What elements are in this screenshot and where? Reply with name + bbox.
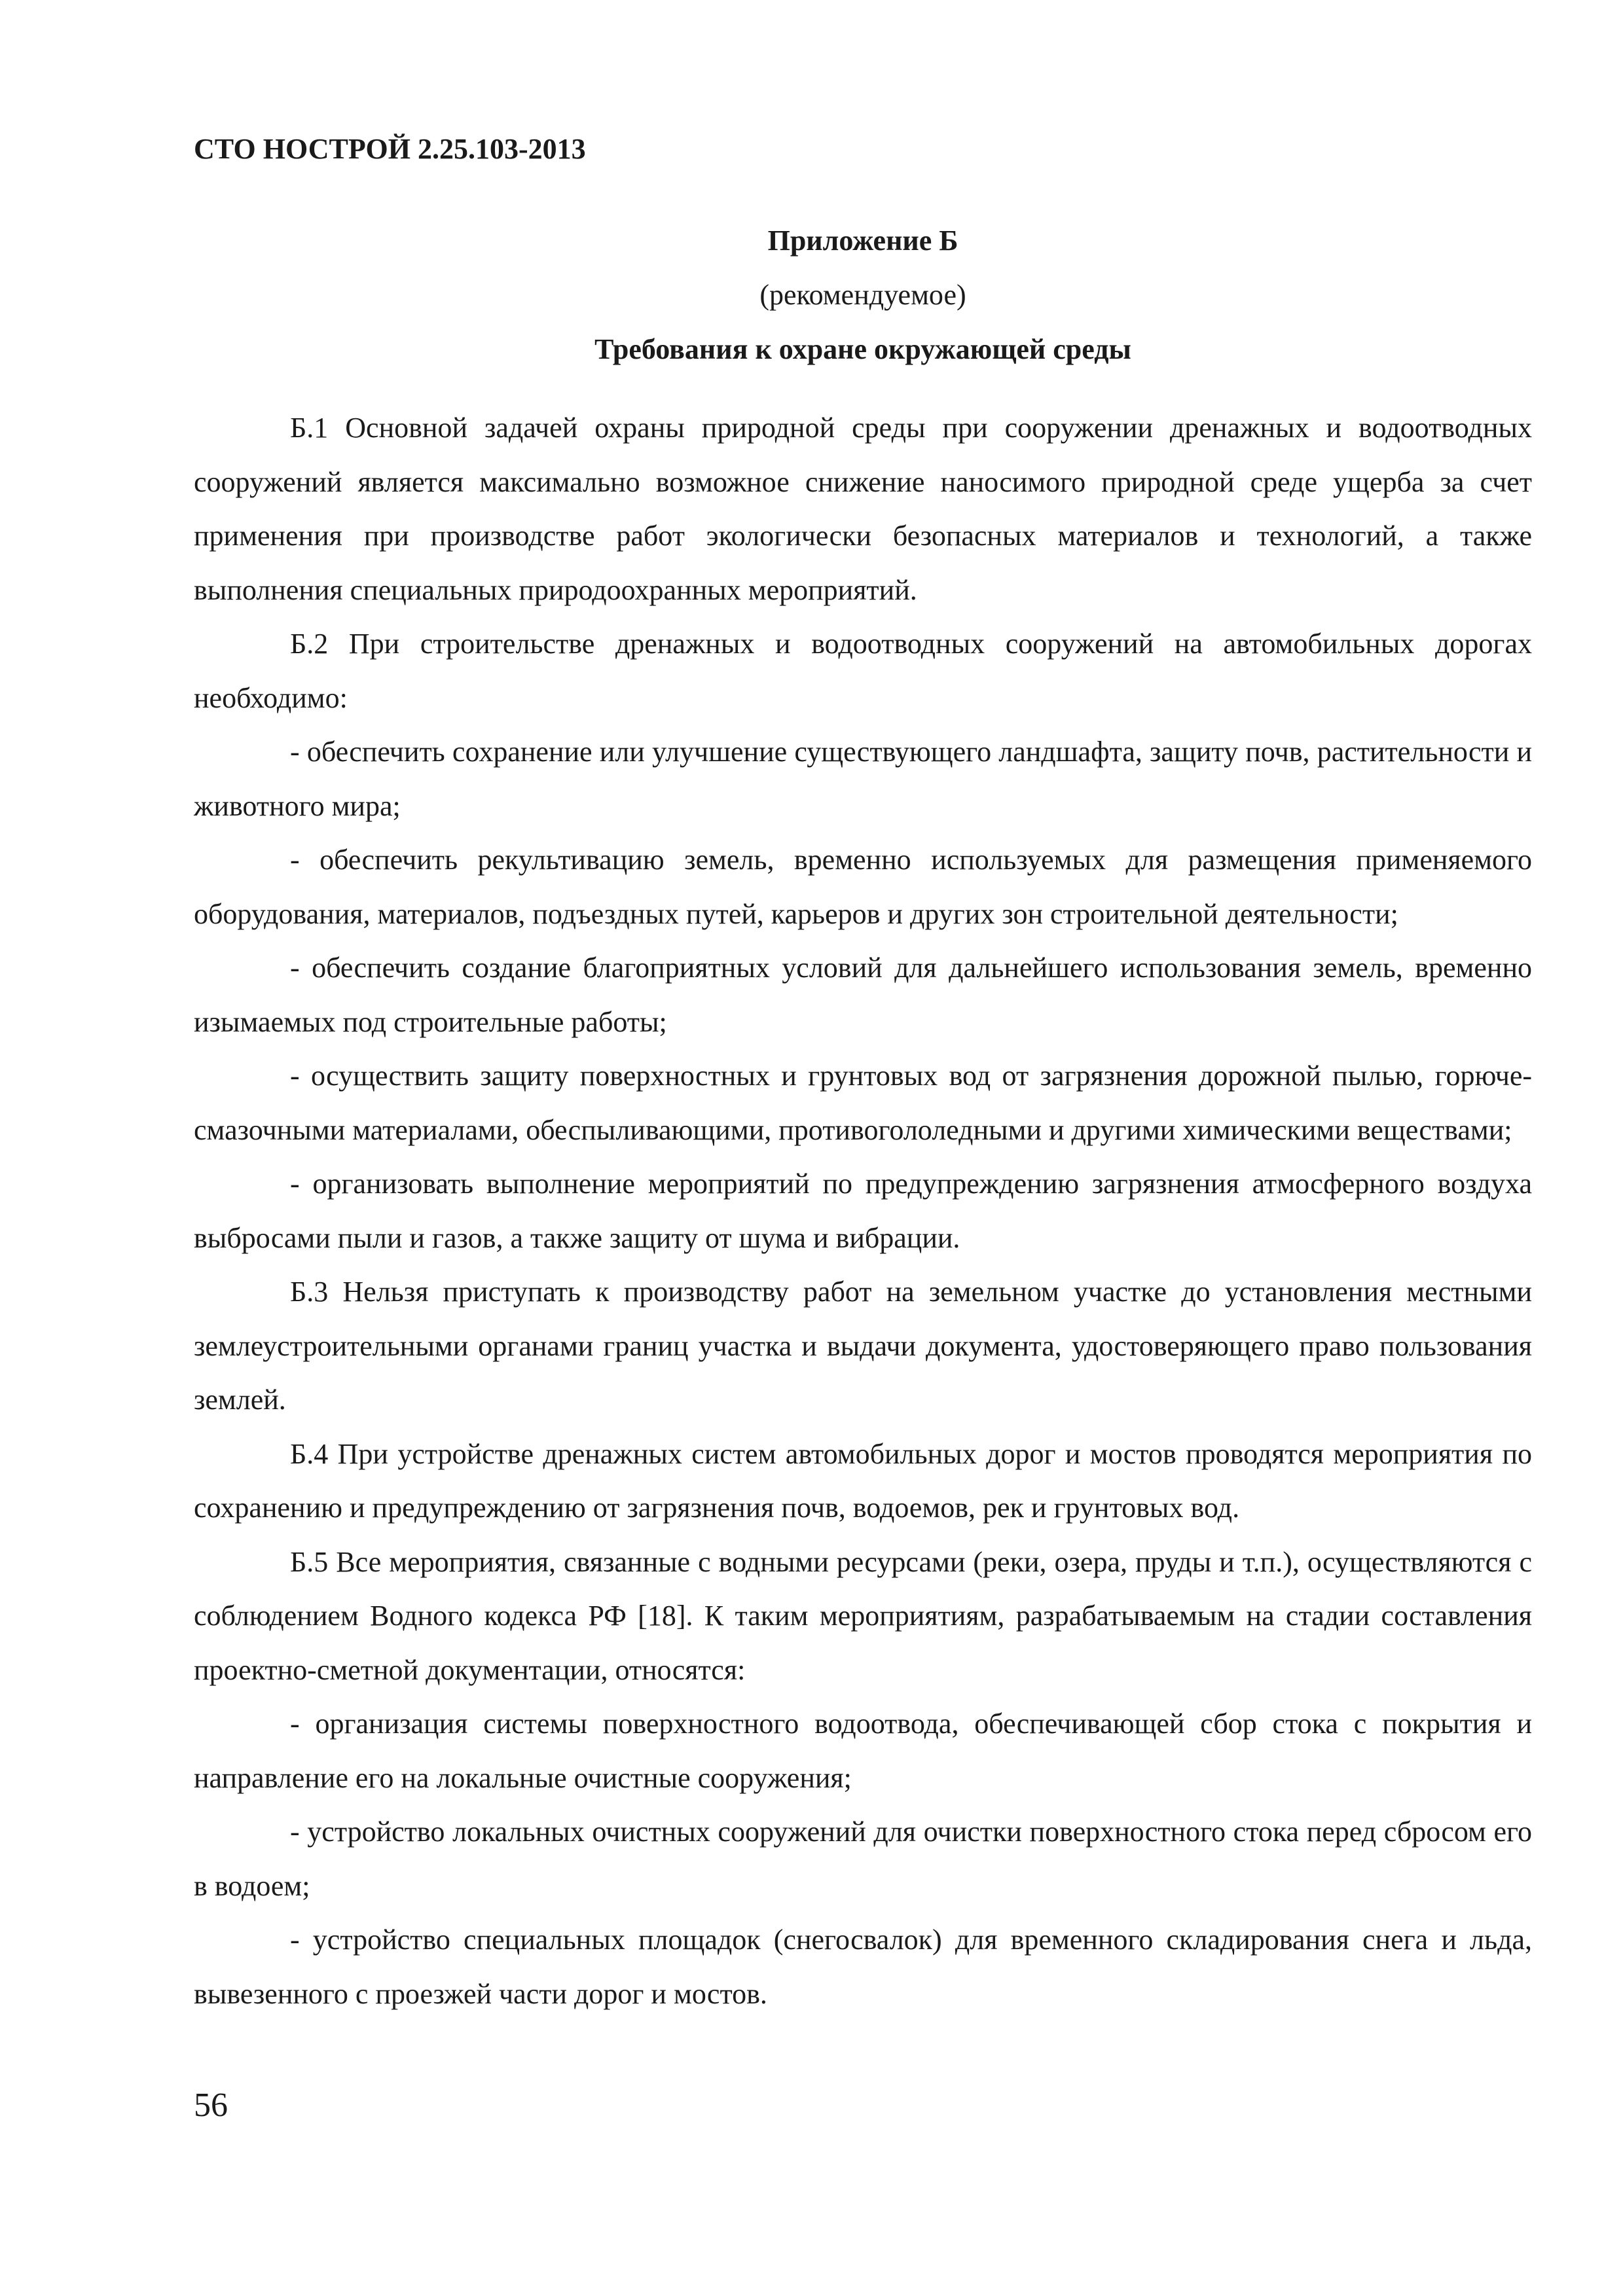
- list-item: - устройство специальных площадок (снегосвалок) для временного складирования снега и льда, вывезенного с проезжей части дорог и мостов.: [194, 1924, 1532, 2010]
- appendix-heading: Требования к охране окружающей среды: [594, 333, 1131, 365]
- paragraph-b3: Б.3 Нельзя приступать к производству работ на земельном участке до установления местными землеустроительными органами границ участка и выдачи документа, удостоверяющего право пользования землей.: [194, 1276, 1532, 1416]
- appendix-status: (рекомендуемое): [759, 279, 966, 311]
- body-text: [194, 401, 1532, 2021]
- paragraph-b2: Б.2 При строительстве дренажных и водоотводных сооружений на автомобильных дорогах необходимо:: [194, 628, 1532, 714]
- list-item: - обеспечить рекультивацию земель, временно используемых для размещения применяемого оборудования, материалов, подъездных путей, карьеров и других зон строительной деятельности;: [194, 844, 1532, 930]
- list-item: - обеспечить создание благоприятных условий для дальнейшего использования земель, временно изымаемых под строительные работы;: [194, 952, 1532, 1038]
- list-item: - обеспечить сохранение или улучшение существующего ландшафта, защиту почв, растительности и животного мира;: [194, 736, 1532, 822]
- paragraph-b5: Б.5 Все мероприятия, связанные с водными ресурсами (реки, озера, пруды и т.п.), осуществляются с соблюдением Водного кодекса РФ [18]. К таким мероприятиям, разрабатываемым на стадии составления проектно-сметной документации, относятся:: [194, 1545, 1532, 1686]
- paragraph-b4: Б.4 При устройстве дренажных систем автомобильных дорог и мостов проводятся мероприятия по сохранению и предупреждению от загрязнения почв, водоемов, рек и грунтовых вод.: [194, 1437, 1532, 1524]
- list-item: - организовать выполнение мероприятий по предупреждению загрязнения атмосферного воздуха выбросами пыли и газов, а также защиту от шума и вибрации.: [194, 1168, 1532, 1254]
- page-number: 56: [194, 2087, 228, 2124]
- paragraph-b1: Б.1 Основной задачей охраны природной среды при сооружении дренажных и водоотводных сооружений является максимально возможное снижение наносимого природной среде ущерба за счет применения при производстве работ экологически безопасных материалов и технологий, а также выполнения специальных природоохранных мероприятий.: [194, 412, 1532, 606]
- list-item: - организация системы поверхностного водоотвода, обеспечивающей сбор стока с покрытия и направление его на локальные очистные сооружения;: [194, 1708, 1532, 1794]
- document-code-header: СТО НОСТРОЙ 2.25.103-2013: [194, 133, 586, 165]
- appendix-title: Приложение Б: [767, 224, 958, 257]
- list-item: - осуществить защиту поверхностных и грунтовых вод от загрязнения дорожной пылью, горюче-смазочными материалами, обеспыливающими, противогололедными и другими химическими веществами;: [194, 1060, 1532, 1146]
- list-item: - устройство локальных очистных сооружений для очистки поверхностного стока перед сбросом его в водоем;: [194, 1816, 1532, 1902]
